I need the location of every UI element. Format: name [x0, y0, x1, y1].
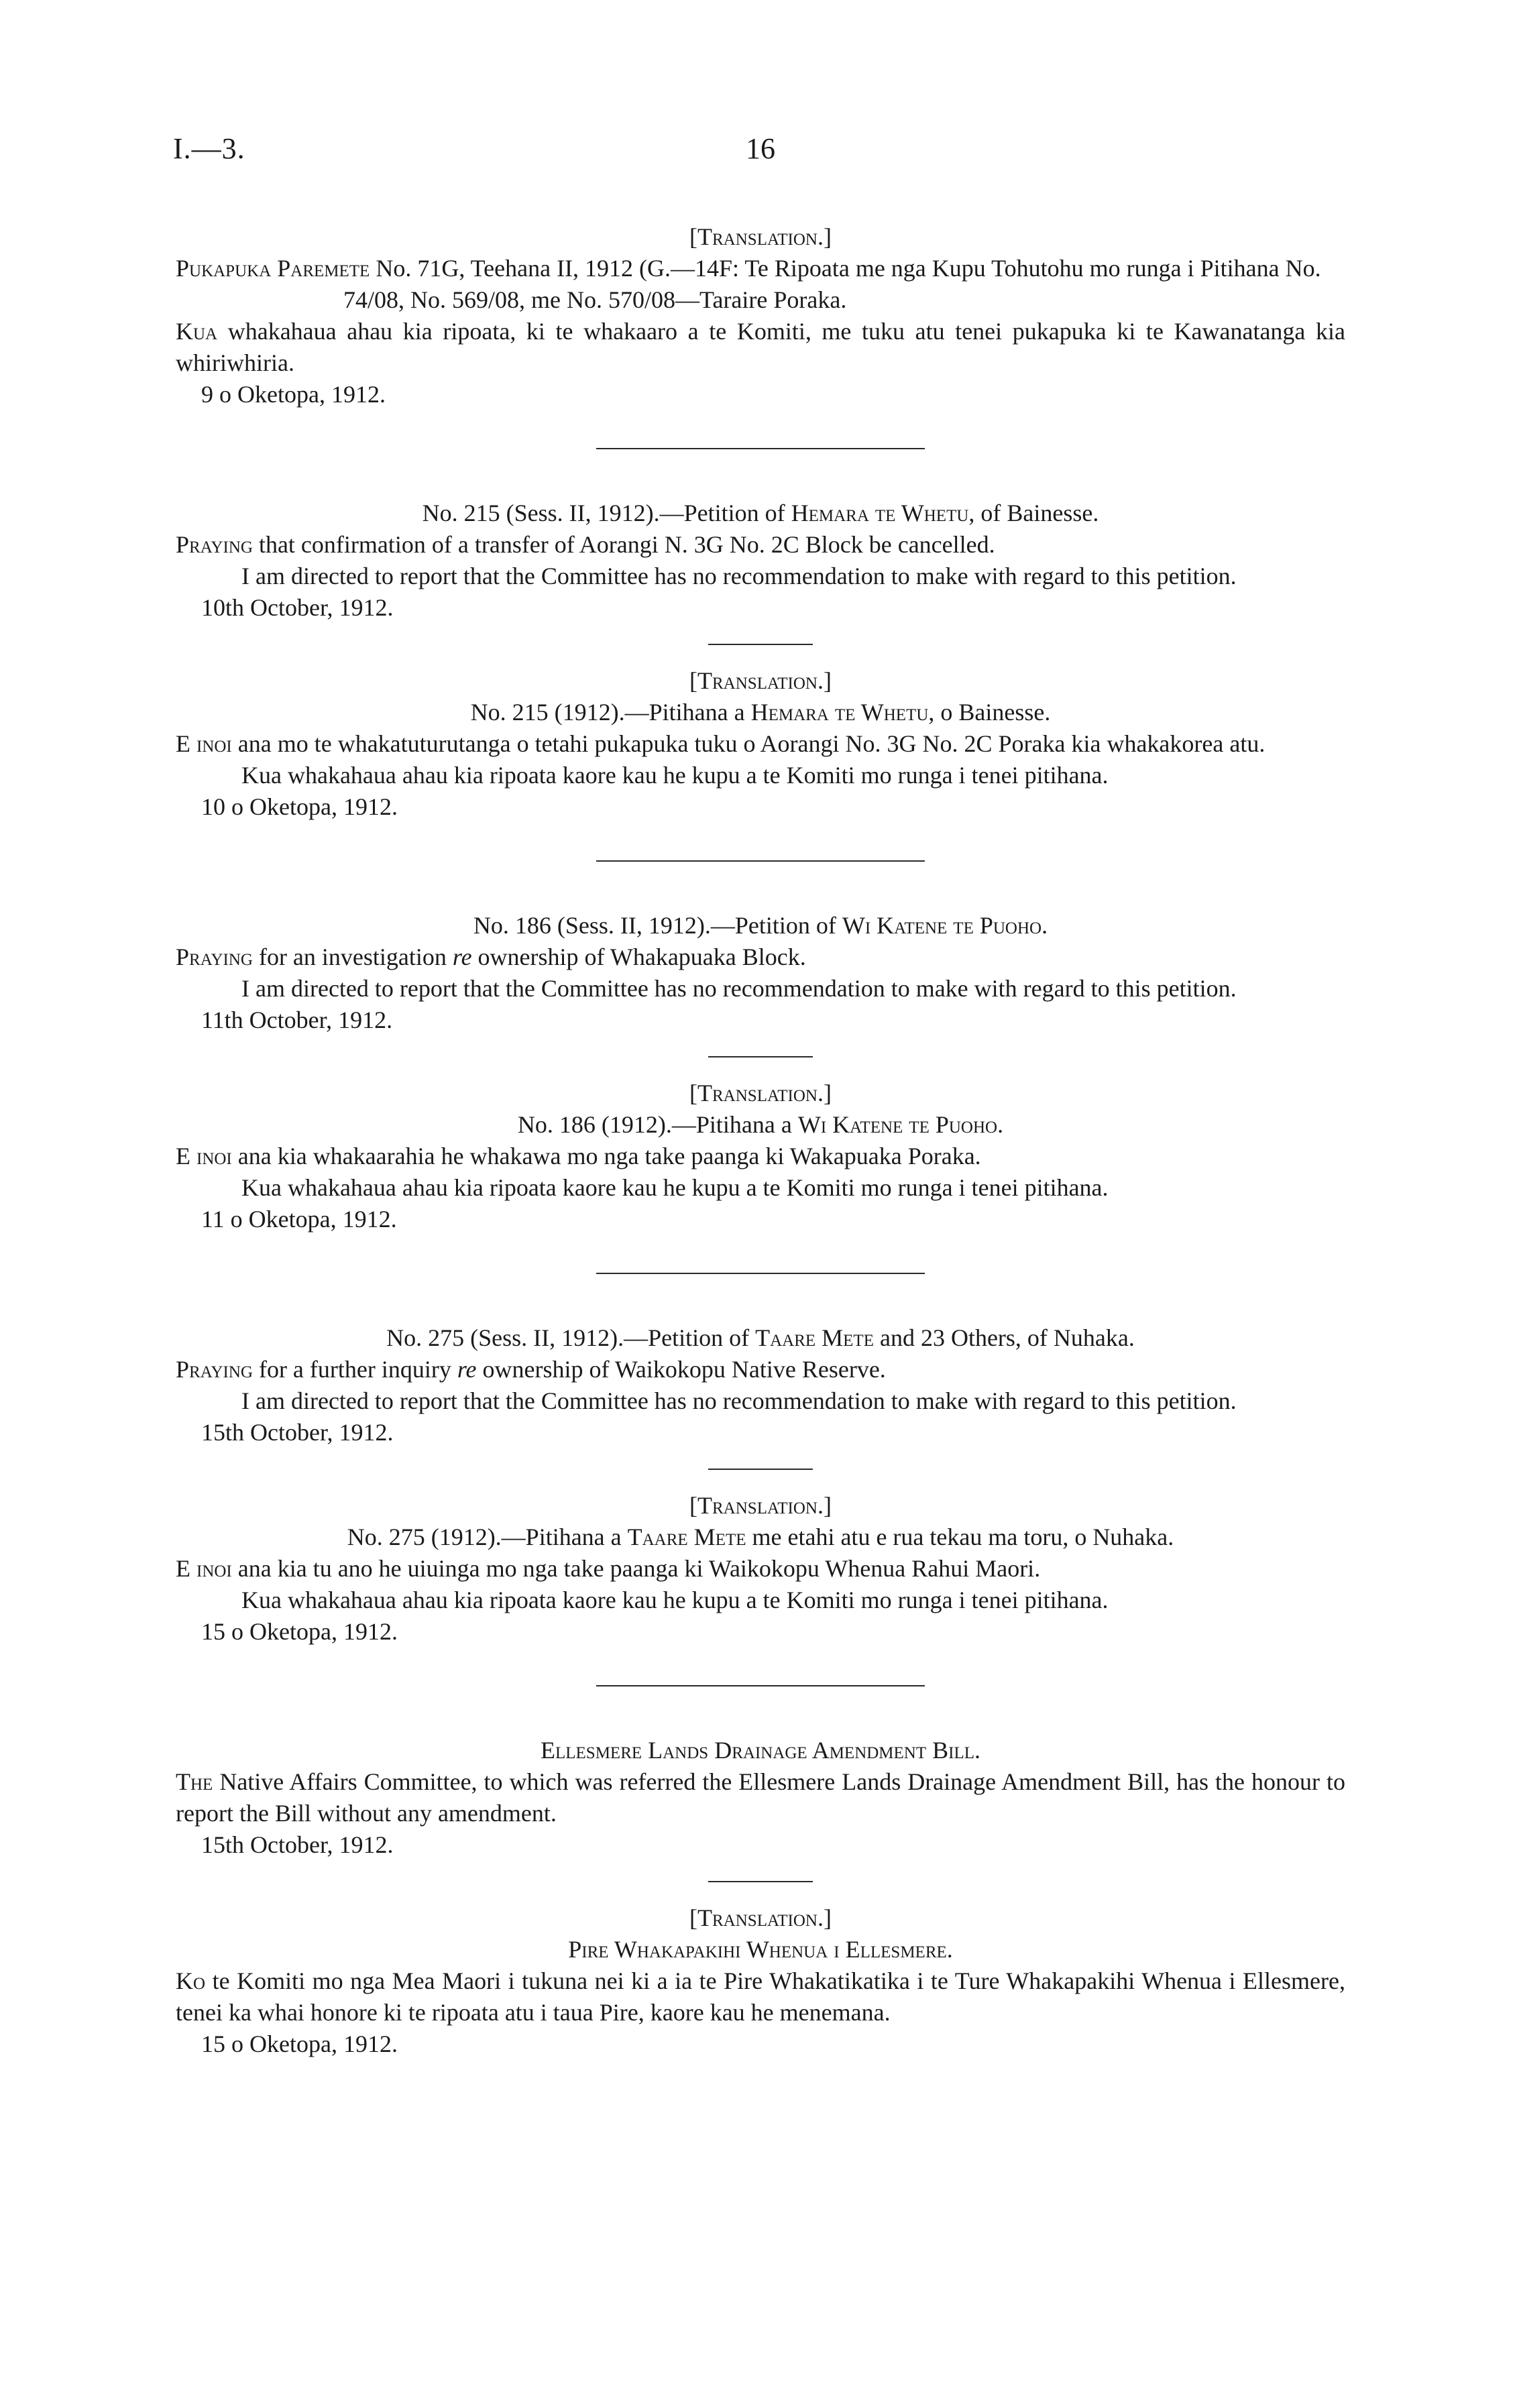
date-line: 15th October, 1912. — [201, 1419, 394, 1446]
petition-prayer — [176, 1354, 1345, 1385]
translation-label: [Translation.] — [689, 223, 832, 250]
report-text: I am directed to report that the Committee has no recommendation to make with regard to this petition. — [241, 975, 1237, 1002]
heading-text: . — [997, 1111, 1004, 1138]
prayer-text: ana kia tu ano he uiuinga mo nga take paanga ki Waikokopu Whenua Rahui Maori. — [231, 1555, 1041, 1582]
body-lead: Kua — [176, 318, 218, 345]
petition-prayer-translation — [176, 1141, 1345, 1172]
date-line: 9 o Oketopa, 1912. — [201, 381, 386, 408]
heading-text: , of Bainesse. — [968, 500, 1099, 526]
date-line: 10 o Oketopa, 1912. — [201, 793, 398, 820]
prayer-text: ana kia whakaarahia he whakawa mo nga take paanga ki Wakapuaka Poraka. — [231, 1143, 981, 1169]
prayer-text: for an investigation — [252, 943, 453, 970]
petitioner-name: Hemara te Whetu — [750, 699, 929, 726]
prayer-lead: E inoi — [176, 1143, 232, 1169]
date-line: 15 o Oketopa, 1912. — [201, 2030, 398, 2057]
report-lead: Ko — [176, 1967, 206, 1994]
prayer-text: for a further inquiry — [252, 1356, 457, 1383]
body-rest: whakahaua ahau kia ripoata, ki te whakaaro a te Komiti, me tuku atu tenei pukapuka ki te Kawanatanga kia whiriwhiria. — [176, 318, 1345, 376]
report-text: I am directed to report that the Committee has no recommendation to make with regard to this petition. — [241, 563, 1237, 589]
petition-heading-translation — [176, 1522, 1345, 1553]
report-body: Native Affairs Committee, to which was referred the Ellesmere Lands Drainage Amendment Bill, has the honour to report the Bill without any amendment. — [176, 1768, 1345, 1827]
translation-body — [176, 316, 1345, 379]
report-lead: The — [176, 1768, 213, 1795]
translation-title — [176, 253, 1345, 316]
translation-label: [Translation.] — [689, 1492, 832, 1519]
petition-prayer-translation — [176, 728, 1345, 760]
report-text-translation: Kua whakahaua ahau kia ripoata kaore kau he kupu a te Komiti mo runga i tenei pitihana. — [241, 1587, 1109, 1613]
petitioner-name: Hemara te Whetu — [791, 500, 969, 526]
prayer-lead: E inoi — [176, 730, 232, 757]
document-body — [176, 221, 1345, 2060]
bill-report-translation — [176, 1965, 1345, 2028]
translation-label: [Translation.] — [689, 1904, 832, 1931]
heading-text: No. 215 (Sess. II, 1912).—Petition of — [422, 500, 791, 526]
prayer-lead: Praying — [176, 943, 253, 970]
translation-label: [Translation.] — [689, 1080, 832, 1106]
heading-text: , o Bainesse. — [928, 699, 1051, 726]
petition-heading — [176, 910, 1345, 941]
prayer-text: ownership of Waikokopu Native Reserve. — [476, 1356, 886, 1383]
report-text-translation: Kua whakahaua ahau kia ripoata kaore kau he kupu a te Komiti mo runga i tenei pitihana. — [241, 1174, 1109, 1201]
date-line: 11 o Oketopa, 1912. — [201, 1206, 397, 1232]
prayer-text: that confirmation of a transfer of Aorangi N. 3G No. 2C Block be cancelled. — [252, 531, 995, 558]
title-lead: Pukapuka Paremete — [176, 255, 370, 282]
title-rest: No. 71G, Teehana II, 1912 (G.—14F: Te Ripoata me nga Kupu Tohutohu mo runga i Pitihana No. 74/08, No. 569/08, me No. 570/08—Taraire Poraka. — [343, 255, 1321, 313]
bill-heading: Ellesmere Lands Drainage Amendment Bill. — [540, 1737, 981, 1764]
petitioner-name: Wi Katene te Puoho — [842, 912, 1042, 939]
report-body: te Komiti mo nga Mea Maori i tukuna nei ki a ia te Pire Whakatikatika i te Ture Whakapakihi Whenua i Ellesmere, tenei ka whai honore ki te ripoata atu i taua Pire, kaore kau he menemana. — [176, 1967, 1345, 2026]
petition-prayer — [176, 941, 1345, 973]
translation-label: [Translation.] — [689, 667, 832, 694]
heading-text: No. 215 (1912).—Pitihana a — [470, 699, 751, 726]
page-number: 16 — [746, 132, 775, 165]
heading-text: No. 275 (1912).—Pitihana a — [347, 1524, 628, 1550]
heading-text: and 23 Others, of Nuhaka. — [873, 1324, 1135, 1351]
report-text-translation: Kua whakahaua ahau kia ripoata kaore kau he kupu a te Komiti mo runga i tenei pitihana. — [241, 762, 1109, 789]
bill-report — [176, 1766, 1345, 1829]
heading-text: No. 186 (1912).—Pitihana a — [517, 1111, 798, 1138]
heading-text: . — [1041, 912, 1048, 939]
prayer-lead: Praying — [176, 1356, 253, 1383]
report-text: I am directed to report that the Committee has no recommendation to make with regard to this petition. — [241, 1387, 1237, 1414]
date-line: 15th October, 1912. — [201, 1831, 394, 1858]
prayer-lead: E inoi — [176, 1555, 232, 1582]
bill-heading-translation: Pire Whakapakihi Whenua i Ellesmere. — [568, 1936, 953, 1963]
petitioner-name: Taare Mete — [755, 1324, 874, 1351]
heading-text: me etahi atu e rua tekau ma toru, o Nuhaka. — [746, 1524, 1174, 1550]
petition-heading — [176, 498, 1345, 529]
date-line: 10th October, 1912. — [201, 594, 394, 621]
petition-heading — [176, 1322, 1345, 1354]
prayer-text: ana mo te whakatuturutanga o tetahi pukapuka tuku o Aorangi No. 3G No. 2C Poraka kia whakakorea atu. — [231, 730, 1265, 757]
petition-heading-translation — [176, 1109, 1345, 1141]
prayer-text: ownership of Whakapuaka Block. — [471, 943, 806, 970]
date-line: 15 o Oketopa, 1912. — [201, 1618, 398, 1645]
petition-prayer-translation — [176, 1553, 1345, 1585]
paper-reference: I.—3. — [173, 132, 245, 165]
re-italic: re — [452, 943, 472, 970]
re-italic: re — [457, 1356, 477, 1383]
petitioner-name: Taare Mete — [627, 1524, 746, 1550]
prayer-lead: Praying — [176, 531, 253, 558]
petition-prayer — [176, 529, 1345, 561]
heading-text: No. 275 (Sess. II, 1912).—Petition of — [386, 1324, 756, 1351]
petition-heading-translation — [176, 697, 1345, 728]
date-line: 11th October, 1912. — [201, 1007, 393, 1033]
petitioner-name: Wi Katene te Puoho — [797, 1111, 998, 1138]
heading-text: No. 186 (Sess. II, 1912).—Petition of — [473, 912, 842, 939]
